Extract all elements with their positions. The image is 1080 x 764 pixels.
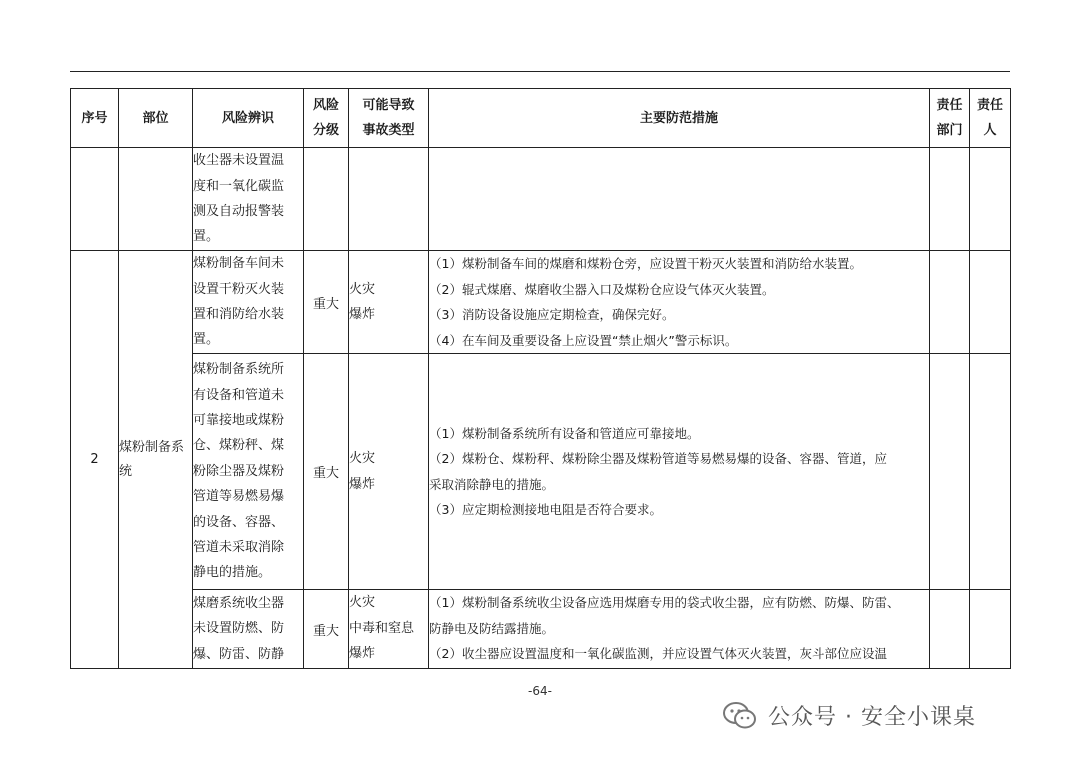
header-person: 责任 人 [970, 89, 1011, 148]
header-seq: 序号 [71, 89, 119, 148]
watermark [722, 700, 976, 731]
risk-cell: 煤粉制备车间未 设置干粉灭火装 置和消防给水装 置。 [193, 251, 304, 354]
wechat-icon [722, 701, 758, 731]
risk-cell: 煤粉制备系统所 有设备和管道未 可靠接地或煤粉 仓、煤粉秤、煤 粉除尘器及煤粉 管道等易燃易爆 的设备、容器、 管道未采取消除 静电的措施。 [193, 354, 304, 590]
risk-cell: 煤磨系统收尘器 未设置防燃、防 爆、防雷、防静 [193, 590, 304, 669]
header-accident: 可能导致 事故类型 [349, 89, 429, 148]
table-row [71, 148, 1011, 251]
table-header-row [71, 89, 1011, 148]
page-number: -64- [528, 684, 552, 698]
risk-cell: 收尘器未设置温 度和一氧化碳监 测及自动报警装 置。 [193, 148, 304, 251]
group-part-cell: 煤粉制备系 统 [119, 251, 193, 669]
measures-cell: （1）煤粉制备系统收尘设备应选用煤磨专用的袋式收尘器，应有防燃、防爆、防雷、 防静电及防结露措施。 （2）收尘器应设置温度和一氧化碳监测，并应设置气体灭火装置，灰斗部位应设温 [429, 590, 930, 669]
table-row [71, 590, 1011, 669]
measures-cell: （1）煤粉制备系统所有设备和管道应可靠接地。 （2）煤粉仓、煤粉秤、煤粉除尘器及煤粉管道等易燃易爆的设备、容器、管道，应 采取消除静电的措施。 （3）应定期检测接地电阻是否符合要求。 [429, 354, 930, 590]
accident-cell: 火灾 爆炸 [349, 251, 429, 354]
level-cell: 重大 [304, 354, 349, 590]
risk-table [70, 88, 1011, 669]
group-seq-cell: 2 [71, 251, 119, 669]
table-row [71, 354, 1011, 590]
level-cell: 重大 [304, 590, 349, 669]
header-level: 风险 分级 [304, 89, 349, 148]
header-measures: 主要防范措施 [429, 89, 930, 148]
part-cell [119, 148, 193, 251]
measures-cell: （1）煤粉制备车间的煤磨和煤粉仓旁，应设置干粉灭火装置和消防给水装置。 （2）辊式煤磨、煤磨收尘器入口及煤粉仓应设气体灭火装置。 （3）消防设备设施应定期检查，确保完好。 （4）在车间及重要设备上应设置“禁止烟火”警示标识。 [429, 251, 930, 354]
level-cell: 重大 [304, 251, 349, 354]
header-risk: 风险辨识 [193, 89, 304, 148]
header-dept: 责任 部门 [930, 89, 970, 148]
header-part: 部位 [119, 89, 193, 148]
accident-cell: 火灾 中毒和窒息 爆炸 [349, 590, 429, 669]
accident-cell: 火灾 爆炸 [349, 354, 429, 590]
header-rule [70, 71, 1010, 72]
seq-cell [71, 148, 119, 251]
watermark-text: 公众号 · 安全小课桌 [768, 705, 976, 730]
table-row [71, 251, 1011, 354]
